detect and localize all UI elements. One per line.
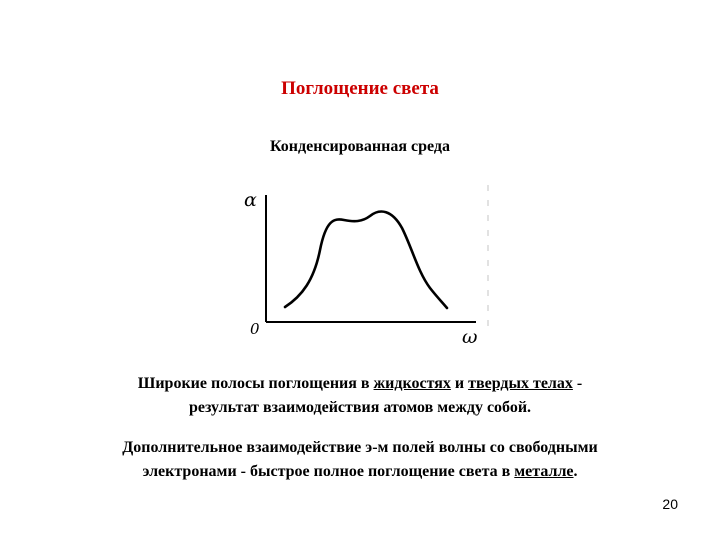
paragraph-absorption-bands [0,372,720,420]
paragraph-metals [0,436,720,484]
para1-text-a: Широкие полосы поглощения в [137,375,374,392]
para2-line2 [0,460,720,484]
term-liquids: жидкостях [373,375,451,392]
slide-title: Поглощение света [281,78,439,99]
page-number: 20 [662,496,678,512]
absorption-curve [285,212,447,308]
y-axis-symbol: α [244,189,257,211]
para1-line1 [0,372,720,396]
absorption-graph [240,180,500,350]
para1-text-c: - [572,375,583,392]
origin-label: 0 [250,320,260,338]
para2-line1: Дополнительное взаимодействие э-м полей волны со свободными [122,439,598,456]
term-solids: твердых телах [468,375,573,392]
slide-subtitle: Конденсированная среда [270,138,450,155]
x-axis-symbol: ω [462,326,478,348]
para1-line2: результат взаимодействия атомов между собой. [188,399,532,416]
para2-text-b: . [573,463,578,480]
para1-text-b: и [450,375,469,392]
para2-text-a: электронами - быстрое полное поглощение света в [142,463,515,480]
term-metal: металле [514,463,574,480]
